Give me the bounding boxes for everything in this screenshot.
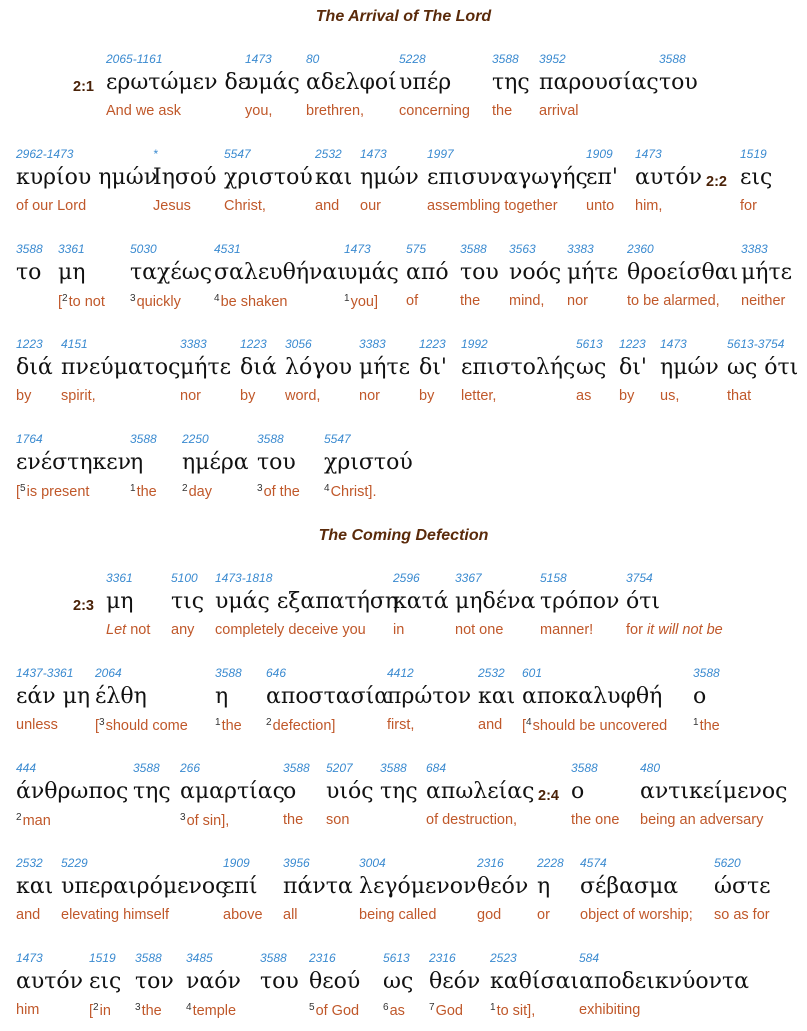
- strongs-number-link[interactable]: 3383: [741, 242, 768, 256]
- greek-word: αποστασία: [266, 684, 390, 709]
- english-gloss: for: [740, 198, 757, 214]
- greek-word: σέβασμα: [580, 874, 679, 899]
- strongs-number-link[interactable]: 3588: [571, 761, 598, 775]
- interlinear-line: [0, 666, 807, 746]
- strongs-number-link[interactable]: 5547: [224, 147, 251, 161]
- english-gloss: the: [460, 293, 481, 309]
- greek-word: πνεύματος: [61, 355, 181, 380]
- greek-word: ως: [383, 969, 414, 994]
- english-gloss: $^3$of the: [257, 483, 300, 500]
- english-gloss: us,: [660, 388, 680, 404]
- strongs-number-link[interactable]: 2228: [537, 856, 564, 870]
- strongs-number-link[interactable]: 3383: [180, 337, 207, 351]
- english-gloss: so as for: [714, 907, 770, 923]
- english-gloss: $^4$temple: [186, 1002, 237, 1019]
- english-gloss: or: [537, 907, 550, 923]
- english-gloss: object of worship;: [580, 907, 693, 923]
- strongs-number-link[interactable]: 266: [180, 761, 201, 775]
- english-gloss: neither: [741, 293, 786, 309]
- greek-word: τρόπον: [540, 589, 620, 614]
- greek-word: υμάς εξαπατήση: [215, 589, 399, 614]
- strongs-number-link[interactable]: 1473: [635, 147, 662, 161]
- strongs-number-link[interactable]: 2250: [182, 432, 209, 446]
- english-gloss: the one: [571, 812, 620, 828]
- english-gloss: of destruction,: [426, 812, 518, 828]
- greek-word: εις: [89, 969, 122, 994]
- greek-word: κατά: [393, 589, 449, 614]
- greek-word: από: [406, 260, 449, 285]
- strongs-number-link[interactable]: 1223: [619, 337, 646, 351]
- strongs-number-link[interactable]: 2596: [393, 571, 420, 585]
- english-gloss: all: [283, 907, 298, 923]
- greek-word: και: [478, 684, 516, 709]
- greek-word: ταχέως: [130, 260, 213, 285]
- verse-number[interactable]: 2:3: [73, 598, 94, 614]
- greek-word: μη: [58, 260, 86, 285]
- greek-word: υπεραιρόμενος: [61, 874, 228, 899]
- strongs-number-link[interactable]: 3383: [359, 337, 386, 351]
- strongs-number-link[interactable]: 3004: [359, 856, 386, 870]
- greek-word: επ': [586, 165, 618, 190]
- interlinear-line: [0, 761, 807, 841]
- strongs-number-link[interactable]: 1473: [344, 242, 371, 256]
- greek-word: λεγόμενον: [359, 874, 477, 899]
- strongs-number-link[interactable]: 2065-1161: [106, 52, 163, 66]
- english-gloss: $^5$of God: [309, 1002, 360, 1019]
- greek-word: μήτε: [567, 260, 619, 285]
- strongs-number-link[interactable]: 2316: [309, 951, 336, 965]
- greek-word: αμαρτίας: [180, 779, 285, 804]
- strongs-number-link[interactable]: 3588: [130, 432, 157, 446]
- strongs-number-link[interactable]: 1473: [360, 147, 387, 161]
- greek-word: σαλευθήναι: [214, 260, 346, 285]
- interlinear-line: [0, 52, 807, 132]
- strongs-number-link[interactable]: 601: [522, 666, 543, 680]
- english-gloss: $^2$defection]: [266, 717, 336, 734]
- english-gloss: arrival: [539, 103, 579, 119]
- greek-word: έλθη: [95, 684, 147, 709]
- english-gloss: letter,: [461, 388, 497, 404]
- english-gloss: of: [406, 293, 419, 309]
- english-gloss: exhibiting: [579, 1002, 641, 1018]
- greek-word: αυτόν: [635, 165, 703, 190]
- english-gloss: you,: [245, 103, 273, 119]
- strongs-number-link[interactable]: 3367: [455, 571, 482, 585]
- strongs-number-link[interactable]: 3956: [283, 856, 310, 870]
- greek-word: η: [215, 684, 229, 709]
- english-gloss: son: [326, 812, 350, 828]
- english-gloss: by: [240, 388, 256, 404]
- greek-word: παρουσίας: [539, 70, 659, 95]
- greek-word: μήτε: [180, 355, 232, 380]
- english-gloss: for it will not be: [626, 622, 723, 638]
- english-gloss: above: [223, 907, 263, 923]
- strongs-number-link[interactable]: 5158: [540, 571, 567, 585]
- greek-word: κυρίου ημών: [16, 165, 158, 190]
- greek-word: θεού: [309, 969, 361, 994]
- strongs-number-link[interactable]: 5547: [324, 432, 351, 446]
- english-gloss: mind,: [509, 293, 545, 309]
- english-gloss: of our Lord: [16, 198, 87, 214]
- english-gloss: [$^2$to not: [58, 293, 105, 310]
- strongs-number-link[interactable]: 3485: [186, 951, 213, 965]
- strongs-number-link[interactable]: 3588: [380, 761, 407, 775]
- strongs-number-link[interactable]: 3952: [539, 52, 566, 66]
- english-gloss: [$^4$should be uncovered: [522, 717, 668, 734]
- greek-word: του: [257, 450, 296, 475]
- english-gloss: spirit,: [61, 388, 96, 404]
- english-gloss: and: [16, 907, 41, 923]
- english-gloss: and: [315, 198, 340, 214]
- english-gloss: $^7$God: [429, 1002, 463, 1019]
- interlinear-line: [0, 856, 807, 936]
- strongs-number-link[interactable]: 1519: [740, 147, 767, 161]
- greek-word: υιός: [326, 779, 374, 804]
- greek-word: ναόν: [186, 969, 241, 994]
- english-gloss: by: [419, 388, 435, 404]
- strongs-number-link[interactable]: 584: [579, 951, 600, 965]
- strongs-number-link[interactable]: 3056: [285, 337, 312, 351]
- strongs-number-link[interactable]: 3383: [567, 242, 594, 256]
- english-gloss: in: [393, 622, 405, 638]
- english-gloss: first,: [387, 717, 415, 733]
- strongs-number-link[interactable]: 480: [640, 761, 661, 775]
- strongs-number-link[interactable]: 5030: [130, 242, 157, 256]
- section-heading: The Coming Defection: [318, 527, 489, 544]
- strongs-number-link[interactable]: 444: [16, 761, 37, 775]
- english-gloss: that: [727, 388, 752, 404]
- strongs-number-link[interactable]: 3588: [460, 242, 487, 256]
- verse-number[interactable]: 2:2: [706, 174, 727, 190]
- greek-word: άνθρωπος: [16, 779, 129, 804]
- greek-word: μήτε: [741, 260, 793, 285]
- strongs-number-link[interactable]: 3588: [659, 52, 686, 66]
- strongs-number-link[interactable]: 5100: [171, 571, 198, 585]
- strongs-number-link[interactable]: 3588: [16, 242, 43, 256]
- greek-word: του: [460, 260, 499, 285]
- strongs-number-link[interactable]: 5207: [326, 761, 353, 775]
- interlinear-line: [0, 571, 807, 651]
- strongs-number-link[interactable]: 5620: [714, 856, 741, 870]
- greek-word: επισυναγωγής: [427, 165, 588, 190]
- english-gloss: $^1$the: [215, 717, 242, 734]
- english-gloss: as: [576, 388, 592, 404]
- greek-word: μη: [106, 589, 134, 614]
- strongs-number-link[interactable]: 2532: [478, 666, 505, 680]
- strongs-number-link[interactable]: 575: [406, 242, 427, 256]
- greek-word: νοός: [509, 260, 562, 285]
- strongs-number-link[interactable]: 2532: [16, 856, 43, 870]
- greek-word: μηδένα: [455, 589, 536, 614]
- strongs-number-link[interactable]: 3588: [260, 951, 287, 965]
- strongs-number-link[interactable]: 3754: [626, 571, 653, 585]
- strongs-number-link[interactable]: 4531: [214, 242, 241, 256]
- strongs-number-link[interactable]: 3588: [283, 761, 310, 775]
- greek-word: ώστε: [714, 874, 771, 899]
- strongs-number-link[interactable]: 2316: [477, 856, 504, 870]
- english-gloss: concerning: [399, 103, 470, 119]
- greek-word: η: [130, 450, 144, 475]
- strongs-number-link[interactable]: 1997: [427, 147, 454, 161]
- strongs-number-link[interactable]: 3563: [509, 242, 536, 256]
- strongs-number-link[interactable]: 3588: [492, 52, 519, 66]
- strongs-number-link[interactable]: 2360: [627, 242, 654, 256]
- strongs-number-link[interactable]: 1223: [16, 337, 43, 351]
- greek-word: αυτόν: [16, 969, 84, 994]
- strongs-number-link[interactable]: 3588: [257, 432, 284, 446]
- english-gloss: Jesus: [153, 198, 191, 214]
- interlinear-line: [0, 951, 807, 1031]
- english-gloss: our: [360, 198, 381, 214]
- english-gloss: $^6$as: [383, 1002, 405, 1019]
- english-gloss: And we ask: [106, 103, 181, 119]
- strongs-number-link[interactable]: 646: [266, 666, 287, 680]
- english-gloss: nor: [180, 388, 201, 404]
- interlinear-line: [0, 337, 807, 417]
- english-gloss: not one: [455, 622, 504, 638]
- english-gloss: nor: [567, 293, 588, 309]
- strongs-number-link[interactable]: 2523: [490, 951, 517, 965]
- strongs-number-link[interactable]: 1473: [16, 951, 43, 965]
- strongs-number-link[interactable]: 1992: [461, 337, 488, 351]
- interlinear-line: [0, 147, 807, 227]
- strongs-number-link[interactable]: 2316: [429, 951, 456, 965]
- strongs-number-link[interactable]: 1764: [16, 432, 43, 446]
- english-gloss: any: [171, 622, 195, 638]
- english-gloss: being called: [359, 907, 437, 923]
- strongs-number-link[interactable]: 5229: [61, 856, 88, 870]
- greek-word: απωλείας: [426, 779, 535, 804]
- greek-word: της: [380, 779, 418, 804]
- english-gloss: being an adversary: [640, 812, 764, 828]
- english-gloss: brethren,: [306, 103, 365, 119]
- english-gloss: god: [477, 907, 502, 923]
- english-gloss: unto: [586, 198, 615, 214]
- strongs-number-link[interactable]: 2064: [95, 666, 122, 680]
- english-gloss: manner!: [540, 622, 594, 638]
- verse-number[interactable]: 2:1: [73, 79, 94, 95]
- english-gloss: by: [16, 388, 32, 404]
- english-gloss: and: [478, 717, 503, 733]
- greek-word: εάν μη: [16, 684, 91, 709]
- english-gloss: elevating himself: [61, 907, 169, 923]
- greek-word: θεόν: [429, 969, 481, 994]
- strongs-number-link[interactable]: 3588: [133, 761, 160, 775]
- greek-word: του: [659, 70, 698, 95]
- english-gloss: by: [619, 388, 635, 404]
- english-gloss: assembling together: [427, 198, 558, 214]
- english-gloss: completely deceive you: [215, 622, 366, 638]
- english-gloss: unless: [16, 717, 58, 733]
- greek-word: ο: [571, 779, 585, 804]
- english-gloss: $^1$to sit],: [490, 1002, 536, 1019]
- greek-word: μήτε: [359, 355, 411, 380]
- english-gloss: $^2$man: [16, 812, 51, 829]
- english-gloss: to be alarmed,: [627, 293, 720, 309]
- greek-word: Ιησού: [153, 165, 217, 190]
- section-heading: The Arrival of The Lord: [315, 8, 492, 25]
- strongs-number-link[interactable]: 3361: [106, 571, 133, 585]
- greek-word: θροείσθαι: [627, 260, 739, 285]
- greek-word: και: [315, 165, 353, 190]
- greek-word: ημών: [360, 165, 419, 190]
- greek-word: ημών: [660, 355, 719, 380]
- strongs-number-link[interactable]: 4151: [61, 337, 88, 351]
- strongs-number-link[interactable]: 1223: [419, 337, 446, 351]
- greek-word: αποκαλυφθή: [522, 684, 663, 709]
- greek-word: ερωτώμεν δε: [106, 70, 250, 95]
- strongs-number-link[interactable]: 5613: [576, 337, 603, 351]
- greek-word: ο: [693, 684, 707, 709]
- greek-word: λόγου: [285, 355, 352, 380]
- english-gloss: $^2$day: [182, 483, 212, 500]
- greek-word: διά: [16, 355, 53, 380]
- greek-word: πρώτον: [387, 684, 472, 709]
- greek-word: αντικείμενος: [640, 779, 788, 804]
- english-gloss: the: [283, 812, 304, 828]
- strongs-number-link[interactable]: 1473: [245, 52, 272, 66]
- strongs-number-link[interactable]: 2962-1473: [16, 147, 74, 161]
- greek-word: τον: [135, 969, 174, 994]
- interlinear-line: [0, 432, 807, 512]
- greek-word: θεόν: [477, 874, 529, 899]
- strongs-number-link[interactable]: 3588: [135, 951, 162, 965]
- strongs-number-link[interactable]: 1223: [240, 337, 267, 351]
- greek-word: η: [537, 874, 551, 899]
- english-gloss: $^4$be shaken: [214, 293, 288, 310]
- greek-word: υπέρ: [399, 70, 452, 95]
- strongs-number-link[interactable]: 4574: [580, 856, 607, 870]
- strongs-number-link[interactable]: 4412: [387, 666, 414, 680]
- greek-word: αποδεικνύοντα: [579, 969, 749, 994]
- english-gloss: him: [16, 1002, 40, 1018]
- greek-word: ενέστηκεν: [16, 450, 132, 475]
- greek-word: αδελφοί: [306, 70, 397, 95]
- strongs-number-link[interactable]: 1519: [89, 951, 116, 965]
- english-gloss: [$^2$in: [89, 1002, 111, 1019]
- english-gloss: $^3$of sin],: [180, 812, 230, 829]
- strongs-number-link[interactable]: 1437-3361: [16, 666, 74, 680]
- greek-word: ως: [576, 355, 607, 380]
- english-gloss: nor: [359, 388, 380, 404]
- greek-word: υμάς: [344, 260, 399, 285]
- strongs-number-link[interactable]: 3361: [58, 242, 85, 256]
- strongs-number-link[interactable]: 3588: [215, 666, 242, 680]
- greek-word: της: [133, 779, 171, 804]
- greek-word: υμάς: [245, 70, 300, 95]
- greek-word: τις: [171, 589, 205, 614]
- greek-word: διά: [240, 355, 277, 380]
- greek-word: και: [16, 874, 54, 899]
- verse-number[interactable]: 2:4: [538, 788, 559, 804]
- strongs-number-link[interactable]: 80: [306, 52, 320, 66]
- english-gloss: $^1$you]: [344, 293, 378, 310]
- greek-word: εις: [740, 165, 773, 190]
- strongs-number-link[interactable]: 2532: [315, 147, 342, 161]
- greek-word: καθίσαι: [490, 969, 579, 994]
- english-gloss: $^3$quickly: [130, 293, 181, 310]
- strongs-number-link[interactable]: *: [153, 147, 158, 161]
- strongs-number-link[interactable]: 5613: [383, 951, 410, 965]
- greek-word: του: [260, 969, 299, 994]
- greek-word: ως ότι: [727, 355, 799, 380]
- greek-word: της: [492, 70, 530, 95]
- english-gloss: Let not: [106, 622, 151, 638]
- strongs-number-link[interactable]: 684: [426, 761, 447, 775]
- english-gloss: $^1$the: [130, 483, 157, 500]
- strongs-number-link[interactable]: 1909: [586, 147, 613, 161]
- greek-word: δι': [619, 355, 647, 380]
- english-gloss: the: [492, 103, 513, 119]
- strongs-number-link[interactable]: 5613-3754: [727, 337, 785, 351]
- greek-word: πάντα: [283, 874, 353, 899]
- english-gloss: [$^5$is present: [16, 483, 90, 500]
- greek-word: χριστού: [324, 450, 413, 475]
- english-gloss: $^1$the: [693, 717, 720, 734]
- strongs-number-link[interactable]: 5228: [399, 52, 426, 66]
- english-gloss: $^3$the: [135, 1002, 162, 1019]
- interlinear-line: [0, 242, 807, 322]
- strongs-number-link[interactable]: 1473-1818: [215, 571, 273, 585]
- greek-word: το: [16, 260, 42, 285]
- english-gloss: Christ,: [224, 198, 266, 214]
- greek-word: επί: [223, 874, 258, 899]
- greek-word: ο: [283, 779, 297, 804]
- english-gloss: [$^3$should come: [95, 717, 188, 734]
- greek-word: ημέρα: [182, 450, 249, 475]
- strongs-number-link[interactable]: 1473: [660, 337, 687, 351]
- greek-word: χριστού: [224, 165, 313, 190]
- strongs-number-link[interactable]: 3588: [693, 666, 720, 680]
- english-gloss: word,: [285, 388, 321, 404]
- greek-word: δι': [419, 355, 447, 380]
- greek-word: επιστολής: [461, 355, 576, 380]
- greek-word: ότι: [626, 589, 661, 614]
- strongs-number-link[interactable]: 1909: [223, 856, 250, 870]
- english-gloss: $^4$Christ].: [324, 483, 377, 500]
- english-gloss: him,: [635, 198, 663, 214]
